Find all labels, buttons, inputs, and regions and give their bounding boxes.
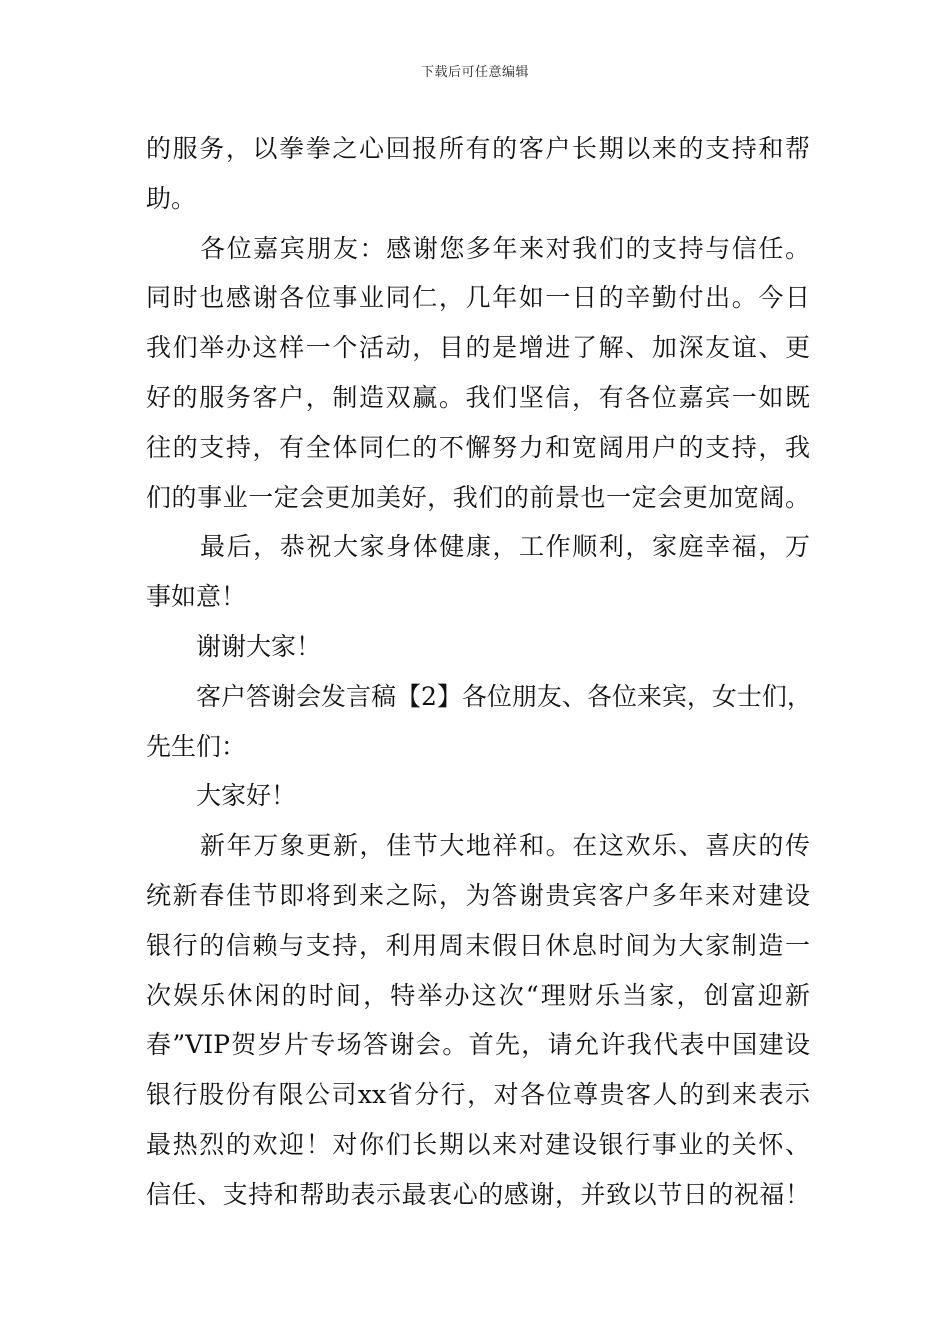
text-line: 统新春佳节即将到来之际，为答谢贵宾客户多年来对建设 <box>146 880 810 910</box>
text-line: 春”VIP贺岁片专场答谢会。首先，请允许我代表中国建设 <box>146 1030 810 1060</box>
paragraph-start-line: 客户答谢会发言稿【2】各位朋友、各位来宾，女士们， <box>196 681 812 711</box>
text-line: 同时也感谢各位事业同仁，几年如一日的辛勤付出。今日 <box>146 283 810 313</box>
text-line: 们的事业一定会更加美好，我们的前景也一定会更加宽阔。 <box>146 482 810 512</box>
paragraph-start-line: 谢谢大家！ <box>196 631 322 661</box>
text-line: 银行的信赖与支持，利用周末假日休息时间为大家制造一 <box>146 930 810 960</box>
text-line: 事如意！ <box>146 582 247 612</box>
paragraph-start-line: 新年万象更新，佳节大地祥和。在这欢乐、喜庆的传 <box>200 831 810 861</box>
paragraph-start-line: 最后，恭祝大家身体健康，工作顺利，家庭幸福，万 <box>200 532 810 562</box>
paragraph-start-line: 各位嘉宾朋友：感谢您多年来对我们的支持与信任。 <box>200 233 810 263</box>
text-line: 好的服务客户，制造双赢。我们坚信，有各位嘉宾一如既 <box>146 382 810 412</box>
text-line: 信任、支持和帮助表示最衷心的感谢，并致以节日的祝福！ <box>146 1179 810 1209</box>
document-body <box>146 124 810 1220</box>
text-line: 最热烈的欢迎！对你们长期以来对建设银行事业的关怀、 <box>146 1129 810 1159</box>
paragraph-start-line: 大家好！ <box>196 781 297 811</box>
text-line: 的服务，以拳拳之心回报所有的客户长期以来的支持和帮 <box>146 134 810 163</box>
text-line: 次娱乐休闲的时间，特举办这次“理财乐当家，创富迎新 <box>146 980 810 1010</box>
text-line: 银行股份有限公司xx省分行，对各位尊贵客人的到来表示 <box>146 1080 810 1110</box>
text-line: 先生们： <box>146 731 247 761</box>
text-line: 我们举办这样一个活动，目的是增进了解、加深友谊、更 <box>146 333 810 363</box>
page-header: 下载后可任意编辑 <box>420 65 529 80</box>
text-line: 助。 <box>146 183 197 213</box>
text-line: 往的支持，有全体同仁的不懈努力和宽阔用户的支持，我 <box>146 432 810 462</box>
